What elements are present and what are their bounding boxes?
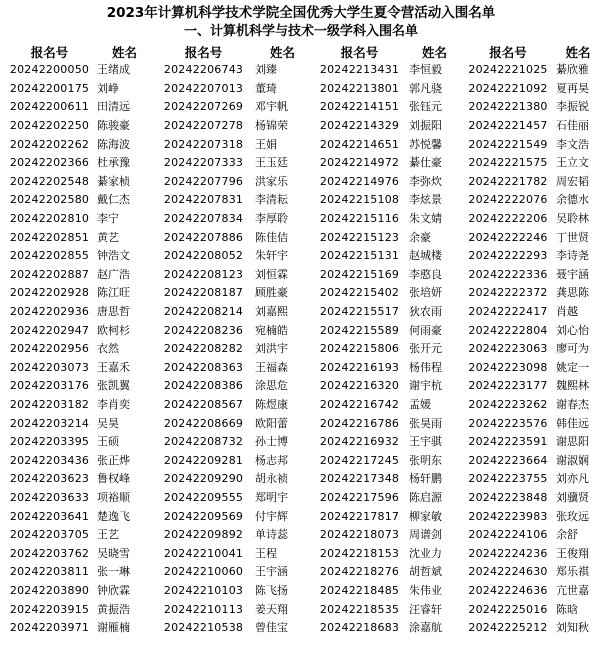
student-name-cell: 石佳丽 [556,119,589,133]
student-name-cell: 肖越 [556,305,578,319]
student-name-cell: 廖可为 [556,342,589,356]
table-row [2,247,600,266]
student-name-cell: 刘亦凡 [556,472,589,486]
student-name-cell: 张培妍 [409,286,442,300]
registration-number-cell: 20242215131 [319,249,400,263]
student-name-cell: 鲁权峰 [97,472,130,486]
student-name-cell: 吴昊 [97,416,119,430]
student-name-cell: 杜承豫 [97,156,130,170]
table-row [2,377,600,396]
registration-number-cell: 20242223098 [468,360,548,374]
registration-number-cell: 20242214329 [319,119,400,133]
registration-number-cell: 20242207796 [163,174,244,188]
student-name-cell: 刘嘉熙 [255,305,288,319]
student-name-cell: 郑明宇 [255,490,288,504]
student-name-cell: 余德水 [556,193,589,207]
table-row [2,80,600,99]
registration-number-cell: 20242208732 [163,435,244,449]
registration-number-cell: 20242222076 [468,193,548,207]
student-name-cell: 曾佳宝 [255,621,288,635]
registration-number-cell: 20242210041 [163,546,244,560]
registration-number-cell: 20242222417 [468,305,548,319]
registration-number-cell: 20242215123 [319,230,400,244]
registration-number-cell: 20242215402 [319,286,400,300]
registration-number-cell: 20242208363 [163,360,244,374]
student-name-cell: 孟媛 [409,397,431,411]
student-name-cell: 王宇骐 [409,435,442,449]
table-row [2,135,600,154]
table-row [2,544,600,563]
student-name-cell: 胡哲斌 [409,565,442,579]
registration-number-cell: 20242223755 [468,472,548,486]
student-name-cell: 陈佳佶 [255,230,288,244]
registration-number-cell: 20242215169 [319,267,400,281]
student-name-cell: 张玫远 [556,509,589,523]
student-name-cell: 綦欣雅 [556,63,589,77]
student-name-cell: 刘峥 [97,81,119,95]
student-name-cell: 李宁 [97,212,119,226]
registration-number-cell: 20242213801 [319,81,400,95]
registration-number-cell: 20242222804 [468,323,548,337]
student-name-cell: 刘臻 [255,63,277,77]
student-name-cell: 王福森 [255,360,288,374]
registration-number-cell: 20242203182 [9,397,90,411]
student-name-cell: 李清耘 [255,193,288,207]
registration-number-cell: 20242202855 [9,249,90,263]
student-name-cell: 綦仕豪 [409,156,442,170]
student-name-cell: 戴仁杰 [97,193,130,207]
student-name-cell: 张昊雨 [409,416,442,430]
header-name: 姓名 [269,44,295,60]
student-name-cell: 李弥炊 [409,174,442,188]
student-name-cell: 唐思哲 [97,305,130,319]
table-row [2,154,600,173]
header-name: 姓名 [111,44,137,60]
student-name-cell: 刘振阳 [409,119,442,133]
student-name-cell: 王程 [255,546,277,560]
table-row [2,563,600,582]
registration-number-cell: 20242207831 [163,193,244,207]
registration-number-cell: 20242202250 [9,119,90,133]
table-row [2,61,600,80]
student-name-cell: 黄振浩 [97,602,130,616]
registration-number-cell: 20242203633 [9,490,90,504]
registration-number-cell: 20242223983 [468,509,548,523]
admission-list-table [2,42,600,637]
student-name-cell: 王娟 [255,137,277,151]
student-name-cell: 涂嘉航 [409,621,442,635]
student-name-cell: 张开元 [409,342,442,356]
student-name-cell: 柳家敏 [409,509,442,523]
registration-number-cell: 20242210538 [163,621,244,635]
header-row [2,42,600,61]
student-name-cell: 谢思阳 [556,435,589,449]
student-name-cell: 刘洪宇 [255,342,288,356]
student-name-cell: 姜天翔 [255,602,288,616]
student-name-cell: 郑乐祺 [556,565,589,579]
student-name-cell: 楚逸飞 [97,509,130,523]
table-body [2,61,600,637]
registration-number-cell: 20242202580 [9,193,90,207]
registration-number-cell: 20242208187 [163,286,244,300]
registration-number-cell: 20242213431 [319,63,400,77]
table-row [2,266,600,285]
registration-number-cell: 20242207013 [163,81,244,95]
student-name-cell: 谢春杰 [556,397,589,411]
registration-number-cell: 20242202936 [9,305,90,319]
student-name-cell: 洪家乐 [255,174,288,188]
registration-number-cell: 20242215517 [319,305,400,319]
student-name-cell: 张正烨 [97,453,130,467]
table-row [2,359,600,378]
registration-number-cell: 20242208386 [163,379,244,393]
table-row [2,600,600,619]
registration-number-cell: 20242218153 [319,546,400,560]
student-name-cell: 谢淑娴 [556,453,589,467]
registration-number-cell: 20242221457 [468,119,548,133]
student-name-cell: 刘心怡 [556,323,589,337]
table-row [2,582,600,601]
student-name-cell: 张凯翼 [97,379,130,393]
student-name-cell: 汪睿轩 [409,602,442,616]
student-name-cell: 李文浩 [556,137,589,151]
registration-number-cell: 20242225212 [468,621,548,635]
registration-number-cell: 20242203762 [9,546,90,560]
student-name-cell: 张明东 [409,453,442,467]
registration-number-cell: 20242224636 [468,583,548,597]
table-row [2,433,600,452]
registration-number-cell: 20242218535 [319,602,400,616]
student-name-cell: 夏再昊 [556,81,589,95]
registration-number-cell: 20242202887 [9,267,90,281]
registration-number-cell: 20242202366 [9,156,90,170]
registration-number-cell: 20242221380 [468,100,548,114]
student-name-cell: 张钰元 [409,100,442,114]
student-name-cell: 邓宇帆 [255,100,288,114]
registration-number-cell: 20242203176 [9,379,90,393]
student-name-cell: 宛楠皓 [255,323,288,337]
registration-number-cell: 20242215108 [319,193,400,207]
table-row [2,526,600,545]
registration-number-cell: 20242202262 [9,137,90,151]
student-name-cell: 王玉廷 [255,156,288,170]
table-row [2,489,600,508]
student-name-cell: 姚定一 [556,360,589,374]
section-subtitle: 一、计算机科学与技术一级学科入围名单 [183,24,418,39]
student-name-cell: 张一琳 [97,565,130,579]
registration-number-cell: 20242221025 [468,63,548,77]
student-name-cell: 刘骥贤 [556,490,589,504]
registration-number-cell: 20242223177 [468,379,548,393]
student-name-cell: 王俊翔 [556,546,589,560]
registration-number-cell: 20242202548 [9,174,90,188]
registration-number-cell: 20242208567 [163,397,244,411]
student-name-cell: 衣然 [97,342,119,356]
registration-number-cell: 20242208282 [163,342,244,356]
registration-number-cell: 20242208123 [163,267,244,281]
table-row [2,210,600,229]
registration-number-cell: 20242202851 [9,230,90,244]
student-name-cell: 王立文 [556,156,589,170]
registration-number-cell: 20242209555 [163,490,244,504]
registration-number-cell: 20242200611 [9,100,90,114]
registration-number-cell: 20242208052 [163,249,244,263]
registration-number-cell: 20242224630 [468,565,548,579]
student-name-cell: 龚思陈 [556,286,589,300]
registration-number-cell: 20242206743 [163,63,244,77]
registration-number-cell: 20242207886 [163,230,244,244]
table-row [2,340,600,359]
table-row [2,414,600,433]
registration-number-cell: 20242217817 [319,509,400,523]
registration-number-cell: 20242210103 [163,583,244,597]
student-name-cell: 王宇涵 [255,565,288,579]
registration-number-cell: 20242209290 [163,472,244,486]
student-name-cell: 沈业力 [409,546,442,560]
registration-number-cell: 20242221092 [468,81,548,95]
table-row [2,619,600,638]
student-name-cell: 周宏韬 [556,174,589,188]
student-name-cell: 吴晓雪 [97,546,130,560]
registration-number-cell: 20242225016 [468,602,548,616]
registration-number-cell: 20242203811 [9,565,90,579]
registration-number-cell: 20242207318 [163,137,244,151]
student-name-cell: 田清远 [97,100,130,114]
student-name-cell: 余豪 [409,230,431,244]
registration-number-cell: 20242223664 [468,453,548,467]
registration-number-cell: 20242203971 [9,621,90,635]
registration-number-cell: 20242218276 [319,565,400,579]
student-name-cell: 钟欣霖 [97,583,130,597]
student-name-cell: 王硕 [97,435,119,449]
student-name-cell: 陈启源 [409,490,442,504]
header-registration-no: 报名号 [489,44,527,60]
registration-number-cell: 20242210113 [163,602,244,616]
student-name-cell: 陈骏豪 [97,119,130,133]
registration-number-cell: 20242202928 [9,286,90,300]
registration-number-cell: 20242223848 [468,490,548,504]
registration-number-cell: 20242208669 [163,416,244,430]
registration-number-cell: 20242217245 [319,453,400,467]
registration-number-cell: 20242221575 [468,156,548,170]
student-name-cell: 赵城楼 [409,249,442,263]
registration-number-cell: 20242215116 [319,212,400,226]
student-name-cell: 单诗蕊 [255,528,288,542]
registration-number-cell: 20242216932 [319,435,400,449]
student-name-cell: 李诗尧 [556,249,589,263]
student-name-cell: 丁世贤 [556,230,589,244]
student-name-cell: 欧阳蕾 [255,416,288,430]
registration-number-cell: 20242209281 [163,453,244,467]
student-name-cell: 朱伟业 [409,583,442,597]
header-registration-no: 报名号 [30,44,69,60]
registration-number-cell: 20242223063 [468,342,548,356]
registration-number-cell: 20242215806 [319,342,400,356]
registration-number-cell: 20242203214 [9,416,90,430]
registration-number-cell: 20242200050 [9,63,90,77]
registration-number-cell: 20242224106 [468,528,548,542]
student-name-cell: 孙士博 [255,435,288,449]
registration-number-cell: 20242222246 [468,230,548,244]
student-name-cell: 李憨良 [409,267,442,281]
header-name: 姓名 [565,44,591,60]
registration-number-cell: 20242216320 [319,379,400,393]
registration-number-cell: 20242222206 [468,212,548,226]
student-name-cell: 李炫景 [409,193,442,207]
student-name-cell: 王绪成 [97,63,130,77]
registration-number-cell: 20242200175 [9,81,90,95]
registration-number-cell: 20242203073 [9,360,90,374]
registration-number-cell: 20242203641 [9,509,90,523]
student-name-cell: 陈江旺 [97,286,130,300]
table-row [2,228,600,247]
registration-number-cell: 20242217348 [319,472,400,486]
document-title: 2023年计算机科学技术学院全国优秀大学生夏令营活动入围名单 [106,5,496,21]
table-row [2,98,600,117]
student-name-cell: 谢雁楠 [97,621,130,635]
student-name-cell: 郭凡骁 [409,81,442,95]
registration-number-cell: 20242216786 [319,416,400,430]
student-name-cell: 李厚聆 [255,212,288,226]
student-name-cell: 涂思危 [255,379,288,393]
registration-number-cell: 20242203395 [9,435,90,449]
registration-number-cell: 20242207333 [163,156,244,170]
registration-number-cell: 20242208214 [163,305,244,319]
student-name-cell: 亢世嘉 [556,583,589,597]
student-name-cell: 杨轩鹏 [409,472,442,486]
student-name-cell: 周谱剑 [409,528,442,542]
registration-number-cell: 20242223591 [468,435,548,449]
table-row [2,191,600,210]
registration-number-cell: 20242216193 [319,360,400,374]
table-row [2,173,600,192]
header-registration-no: 报名号 [340,44,379,60]
table-row [2,321,600,340]
registration-number-cell: 20242214151 [319,100,400,114]
student-name-cell: 陈煜康 [255,397,288,411]
student-name-cell: 魏熙林 [556,379,589,393]
registration-number-cell: 20242214972 [319,156,400,170]
registration-number-cell: 20242218683 [319,621,400,635]
student-name-cell: 吴聆林 [556,212,589,226]
student-name-cell: 顾胜豪 [255,286,288,300]
table-row [2,117,600,136]
registration-number-cell: 20242222293 [468,249,548,263]
student-name-cell: 付宇辉 [255,509,288,523]
registration-number-cell: 20242223576 [468,416,548,430]
student-name-cell: 杨志邦 [255,453,288,467]
registration-number-cell: 20242203623 [9,472,90,486]
registration-number-cell: 20242202956 [9,342,90,356]
registration-number-cell: 20242203890 [9,583,90,597]
student-name-cell: 朱文婧 [409,212,442,226]
registration-number-cell: 20242207269 [163,100,244,114]
student-name-cell: 李肖奕 [97,397,130,411]
student-name-cell: 胡永祯 [255,472,288,486]
header-registration-no: 报名号 [184,44,223,60]
student-name-cell: 李振锐 [556,100,589,114]
registration-number-cell: 20242221549 [468,137,548,151]
student-name-cell: 欧柯杉 [97,323,130,337]
registration-number-cell: 20242215589 [319,323,400,337]
student-name-cell: 余舒 [556,528,578,542]
student-name-cell: 董琦 [255,81,277,95]
registration-number-cell: 20242209892 [163,528,244,542]
registration-number-cell: 20242207834 [163,212,244,226]
student-name-cell: 王嘉禾 [97,360,130,374]
registration-number-cell: 20242216742 [319,397,400,411]
registration-number-cell: 20242222372 [468,286,548,300]
student-name-cell: 韩佳远 [556,416,589,430]
header-name: 姓名 [421,44,447,60]
registration-number-cell: 20242214976 [319,174,400,188]
table-row [2,284,600,303]
table-row [2,507,600,526]
registration-number-cell: 20242218485 [319,583,400,597]
registration-number-cell: 20242221782 [468,174,548,188]
table-row [2,303,600,322]
student-name-cell: 陈飞扬 [255,583,288,597]
student-name-cell: 陈海波 [97,137,130,151]
student-name-cell: 钟浩文 [97,249,130,263]
student-name-cell: 綦家桢 [97,174,130,188]
student-name-cell: 项裕顺 [97,490,130,504]
table-row [2,451,600,470]
student-name-cell: 刘知秋 [556,621,589,635]
table-row [2,470,600,489]
registration-number-cell: 20242218073 [319,528,400,542]
registration-number-cell: 20242223262 [468,397,548,411]
student-name-cell: 李恒毅 [409,63,442,77]
student-name-cell: 赵广浩 [97,267,130,281]
student-name-cell: 陈晗 [556,602,578,616]
student-name-cell: 狄农雨 [409,305,442,319]
student-name-cell: 杨锦荣 [255,119,288,133]
registration-number-cell: 20242202810 [9,212,90,226]
registration-number-cell: 20242214651 [319,137,400,151]
registration-number-cell: 20242202947 [9,323,90,337]
registration-number-cell: 20242209569 [163,509,244,523]
student-name-cell: 王艺 [97,528,119,542]
student-name-cell: 杨伟程 [409,360,442,374]
student-name-cell: 刘恒霖 [255,267,288,281]
registration-number-cell: 20242207278 [163,119,244,133]
student-name-cell: 朱轩宇 [255,249,288,263]
registration-number-cell: 20242222336 [468,267,548,281]
registration-number-cell: 20242203705 [9,528,90,542]
student-name-cell: 何雨豪 [409,323,442,337]
registration-number-cell: 20242217596 [319,490,400,504]
registration-number-cell: 20242224236 [468,546,548,560]
registration-number-cell: 20242203436 [9,453,90,467]
student-name-cell: 黄艺 [97,230,119,244]
student-name-cell: 聂宇涵 [556,267,589,281]
student-name-cell: 苏悦馨 [409,137,442,151]
student-name-cell: 谢宇杭 [409,379,442,393]
table-row [2,396,600,415]
registration-number-cell: 20242203915 [9,602,90,616]
registration-number-cell: 20242210060 [163,565,244,579]
registration-number-cell: 20242208236 [163,323,244,337]
